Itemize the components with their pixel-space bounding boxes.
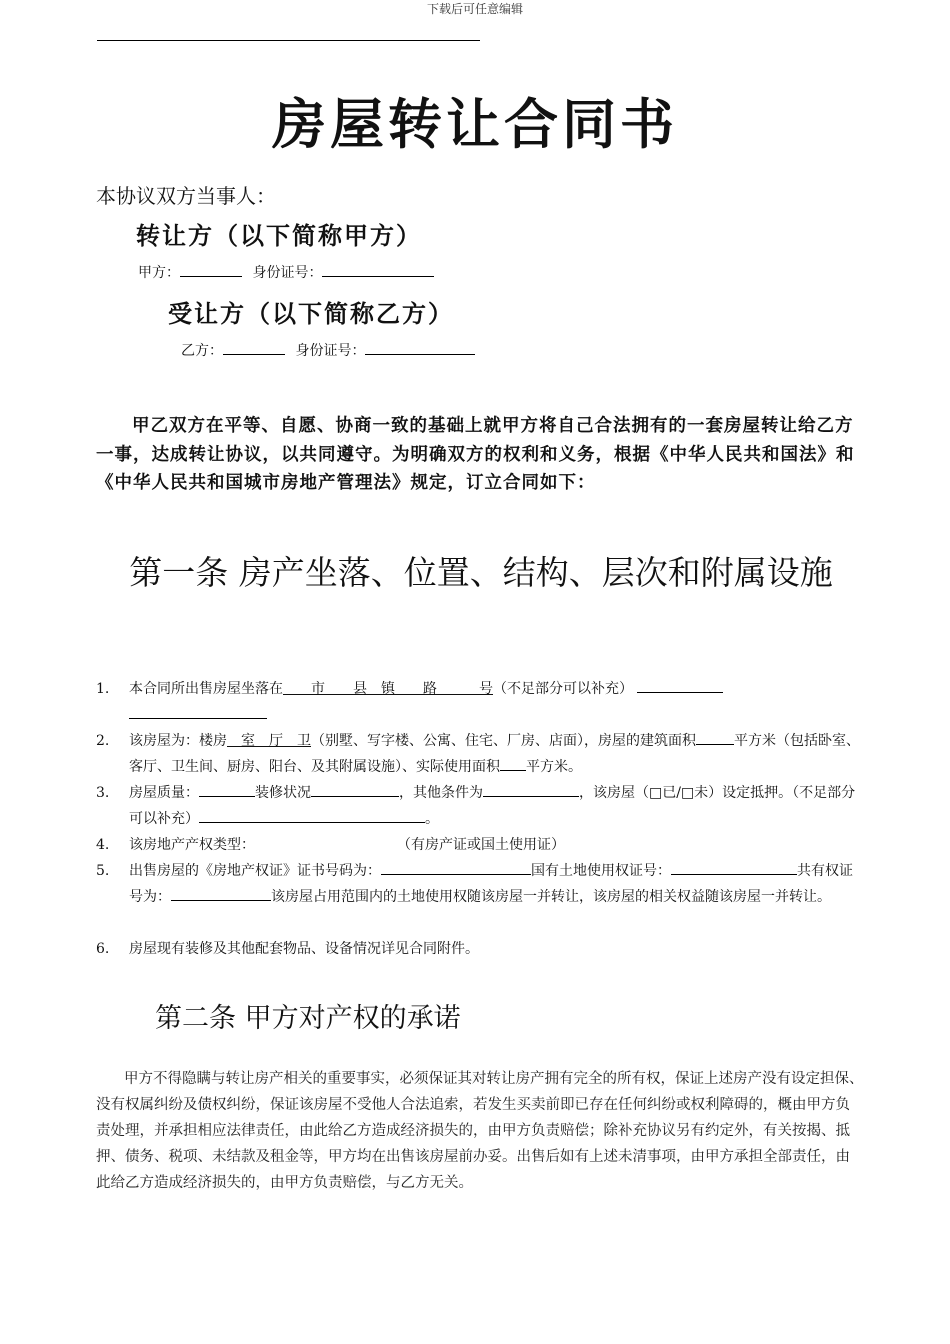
item-text: （不足部分可以补充） [493, 681, 633, 697]
item-text: 本合同所出售房屋坐落在 [129, 681, 283, 697]
transferee-name-blank[interactable] [223, 340, 285, 355]
other-conditions-blank[interactable] [483, 782, 579, 797]
list-item-5 [96, 858, 866, 910]
quality-blank[interactable] [199, 782, 255, 797]
supplement-blank-2[interactable] [129, 704, 267, 719]
item-text: 。 [425, 811, 439, 827]
intro-paragraph [96, 412, 866, 498]
transferee-heading: 受让方（以下简称乙方） [168, 300, 454, 328]
co-ownership-cert-blank[interactable] [171, 886, 271, 901]
building-area-blank[interactable] [696, 730, 734, 745]
intro-text: 甲乙双方在平等、自愿、协商一致的基础上就甲方将自己合法拥有的一套房屋转让给乙方一事，达成转让协议，以共同遵守。为明确双方的权利和义务，根据《中华人民共和国法》和《中华人民共和国城市房地产管理法》规定，订立合同如下： [96, 416, 855, 493]
transferor-heading: 转让方（以下简称甲方） [136, 222, 422, 250]
usable-area-blank[interactable] [500, 756, 526, 771]
article1-heading: 第一条 房产坐落、位置、结构、层次和附属设施 [129, 553, 833, 592]
item-text: 出售房屋的《房地产权证》证书号码为： [129, 863, 381, 879]
certificate-number-blank[interactable] [381, 860, 531, 875]
list-item-1 [96, 676, 866, 728]
item-number: 3. [96, 785, 110, 801]
transferor-id-blank[interactable] [322, 262, 434, 277]
list-item-3 [96, 780, 866, 832]
transferee-id-label: 身份证号： [295, 343, 366, 359]
rooms-underlined[interactable]: 室 厅 卫 [227, 733, 311, 749]
item-text: 房屋现有装修及其他配套物品、设备情况详见合同附件。 [129, 941, 479, 957]
decoration-blank[interactable] [311, 782, 399, 797]
item-text: 共有权证号为： [129, 863, 853, 905]
land-cert-blank[interactable] [671, 860, 797, 875]
parties-intro: 本协议双方当事人： [96, 184, 276, 208]
item-number: 6. [96, 941, 110, 957]
header-note: 下载后可任意编辑 [426, 2, 523, 16]
article2-paragraph: 甲方不得隐瞒与转让房产相关的重要事实，必须保证其对转让房产拥有完全的所有权，保证上述房产没有设定担保、没有权属纠纷及债权纠纷，保证该房屋不受他人合法追索，若发生买卖前即已存在任何纠纷或权利障碍的，概由甲方负责处理，并承担相应法律责任，由此给乙方造成经济损失的，由甲方负责赔偿；除补充协议另有约定外，有关按揭、抵押、债务、税项、未结款及租金等，甲方均在出售该房屋前办妥。出售后如有上述未清事项，由甲方承担全部责任，由此给乙方造成经济损失的，由甲方负责赔偿，与乙方无关。 [96, 1071, 864, 1191]
item-text: ，该房屋（□已/□未）设定抵押。（不足部分可以补充） [129, 785, 856, 827]
item-text: （有房产证或国土使用证） [397, 837, 565, 853]
item-text: 该房屋为：楼房 [129, 733, 227, 749]
item-text: 平方米（包括卧室、客厅、卫生间、厨房、阳台、及其附属设施）、实际使用面积 [129, 733, 860, 775]
transferee-name-label: 乙方： [181, 343, 223, 359]
item-text: （别墅、写字楼、公寓、住宅、厂房、店面），房屋的建筑面积 [311, 733, 696, 749]
transferor-fields [138, 262, 434, 282]
list-item-6 [96, 936, 866, 962]
transferee-id-blank[interactable] [365, 340, 475, 355]
transferor-name-blank[interactable] [180, 262, 242, 277]
header-rule [97, 40, 480, 41]
location-underlined[interactable]: 市 县 镇 路 号 [283, 681, 493, 697]
transferor-name-label: 甲方： [138, 265, 180, 281]
item-text: ，其他条件为 [399, 785, 483, 801]
document-title: 房屋转让合同书 [272, 93, 678, 156]
supplement-blank-3[interactable] [199, 808, 425, 823]
article2-heading: 第二条 甲方对产权的承诺 [155, 1003, 461, 1034]
item-text: 该房屋占用范围内的土地使用权随该房屋一并转让，该房屋的相关权益随该房屋一并转让。 [271, 889, 831, 905]
item-text: 该房地产产权类型： [129, 837, 255, 853]
item-number: 4. [96, 837, 110, 853]
item-number: 1. [96, 681, 110, 697]
transferor-id-label: 身份证号： [252, 265, 323, 281]
transferee-fields [181, 340, 475, 360]
list-item-2 [96, 728, 866, 780]
item-number: 5. [96, 863, 110, 879]
list-item-4 [96, 832, 866, 858]
item-number: 2. [96, 733, 110, 749]
item-text: 平方米。 [526, 759, 582, 775]
item-text: 房屋质量： [129, 785, 199, 801]
item-text: 装修状况 [255, 785, 311, 801]
item-text: 国有土地使用权证号： [531, 863, 671, 879]
supplement-blank[interactable] [637, 678, 723, 693]
